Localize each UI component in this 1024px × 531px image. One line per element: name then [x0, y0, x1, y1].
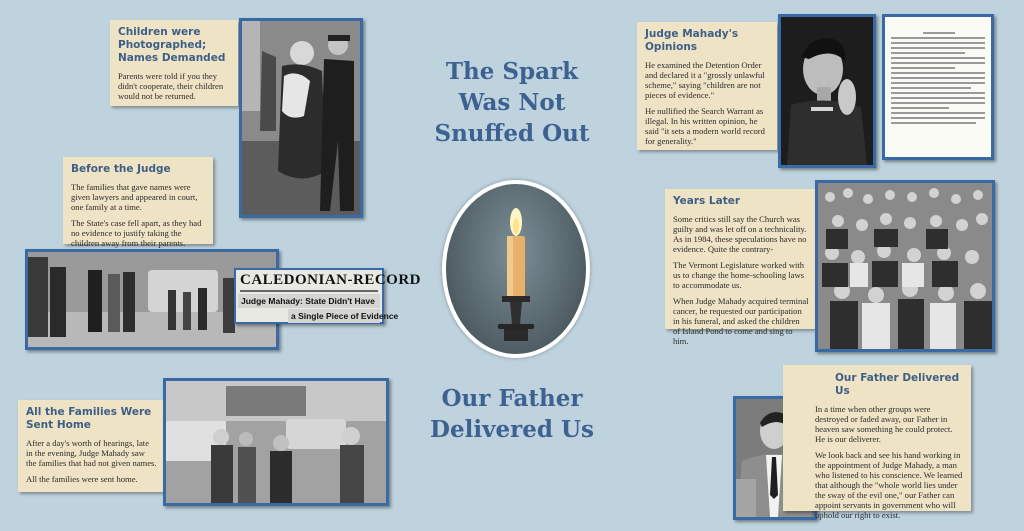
document-line — [891, 82, 985, 84]
document-line — [891, 57, 985, 59]
panel-paragraph: Some critics still say the Church was guilty and was let off on a technicality. As in 1984, these speculations have no evidence. Quite the contrary- — [673, 214, 807, 254]
photo-woman-carrying-child — [239, 18, 363, 218]
document-line — [891, 112, 985, 114]
newspaper-headline-line-1: Judge Mahady: State Didn't Have — [238, 294, 380, 308]
title-line: Snuffed Out — [434, 120, 590, 147]
panel-paragraph: The State's case fell apart, as they had no evidence to justify taking the children away from their parents. — [71, 218, 202, 248]
document-line — [891, 37, 985, 39]
title-line: Delivered Us — [430, 416, 594, 443]
panel-paragraph: All the families were sent home. — [26, 474, 138, 484]
panel-paragraph: The families that gave names were given lawyers and appeared in court, one family at a time. — [71, 182, 198, 212]
document-line — [891, 62, 985, 64]
heading-line: Names Demanded — [118, 52, 226, 64]
panel-father-delivered-us — [783, 365, 971, 520]
panel-heading: Years Later — [673, 195, 741, 207]
title-line: Was Not — [458, 89, 566, 116]
panel-paragraph: He nullified the Search Warrant as illegal. In his written opinion, he said "it sets a modern world record for generality." — [645, 106, 765, 146]
document-line — [891, 87, 971, 89]
heading-line: Photographed; — [118, 39, 207, 51]
panel-heading — [645, 28, 771, 54]
document-line — [891, 42, 985, 44]
photo-illustration — [781, 17, 873, 165]
heading-line: Sent Home — [26, 419, 91, 431]
panel-paragraph: He examined the Detention Order and declared it a "grossly unlawful scheme," saying "children are not pieces of evidence." — [645, 60, 765, 100]
document-line — [891, 72, 985, 74]
panel-heading: Before the Judge — [71, 163, 171, 175]
panel-before-the-judge — [63, 157, 213, 248]
document-line — [891, 102, 985, 104]
title-line: The Spark — [445, 58, 579, 85]
title-spark-not-snuffed — [412, 56, 612, 149]
photo-illustration — [818, 183, 992, 349]
newspaper-headline-line-2: a Single Piece of Evidence — [288, 309, 380, 323]
photo-judge-portrait — [778, 14, 876, 168]
document-line — [923, 32, 955, 34]
panel-heading — [118, 26, 232, 65]
photo-families-walking-home — [163, 378, 389, 506]
panel-families-sent-home — [18, 400, 163, 492]
newspaper-clipping — [234, 268, 422, 324]
panel-paragraph: After a day's worth of hearings, late in the evening, Judge Mahady saw the families that had not given names. — [26, 438, 157, 468]
panel-years-later — [665, 189, 815, 346]
heading-line: Judge Mahady's — [645, 28, 739, 40]
heading-line: All the Families Were — [26, 406, 152, 418]
court-opinion-document — [882, 14, 994, 160]
photo-crowd-gathering — [815, 180, 995, 352]
masthead-rule — [240, 290, 378, 292]
title-father-delivered — [412, 383, 612, 445]
panel-paragraph: The Vermont Legislature worked with us to change the home-schooling laws to accommodate us. — [673, 260, 805, 290]
candle-photo-oval — [442, 180, 590, 358]
newspaper-masthead: CALEDONIAN-RECORD — [240, 272, 422, 288]
heading-line: Children were — [118, 26, 201, 38]
candle-icon — [446, 184, 586, 354]
document-line — [891, 47, 985, 49]
title-line: Our Father — [441, 385, 583, 412]
document-line — [891, 67, 955, 69]
heading-line: Opinions — [645, 41, 698, 53]
document-line — [891, 122, 976, 124]
document-line — [891, 97, 985, 99]
photo-illustration — [166, 381, 386, 503]
panel-body: Parents were told if you they didn't cooperate, their children would not be returned. — [118, 71, 224, 101]
panel-children-photographed — [110, 20, 238, 106]
panel-heading: Our Father Delivered Us — [835, 372, 960, 397]
document-line — [891, 52, 965, 54]
document-line — [891, 77, 985, 79]
document-line — [891, 92, 985, 94]
document-line — [891, 117, 985, 119]
photo-illustration — [242, 21, 360, 215]
document-line — [891, 107, 949, 109]
panel-paragraph: We look back and see his hand working in the appointment of Judge Mahady, a man who listened to his conscience. We learned that although the "whole world lies under the sway of the evil one," our Father can appoint servants in government who will uphold our right to exist. — [815, 450, 963, 520]
panel-paragraph: In a time when other groups were destroyed or faded away, our Father in heaven saw something he could protect. He is our deliverer. — [815, 404, 953, 444]
panel-judge-opinions — [637, 22, 777, 150]
panel-heading — [26, 406, 157, 432]
panel-paragraph: When Judge Mahady acquired terminal cancer, he requested our participation in his funeral, and asked the children of Island Pond to come and sing to him. — [673, 296, 809, 346]
